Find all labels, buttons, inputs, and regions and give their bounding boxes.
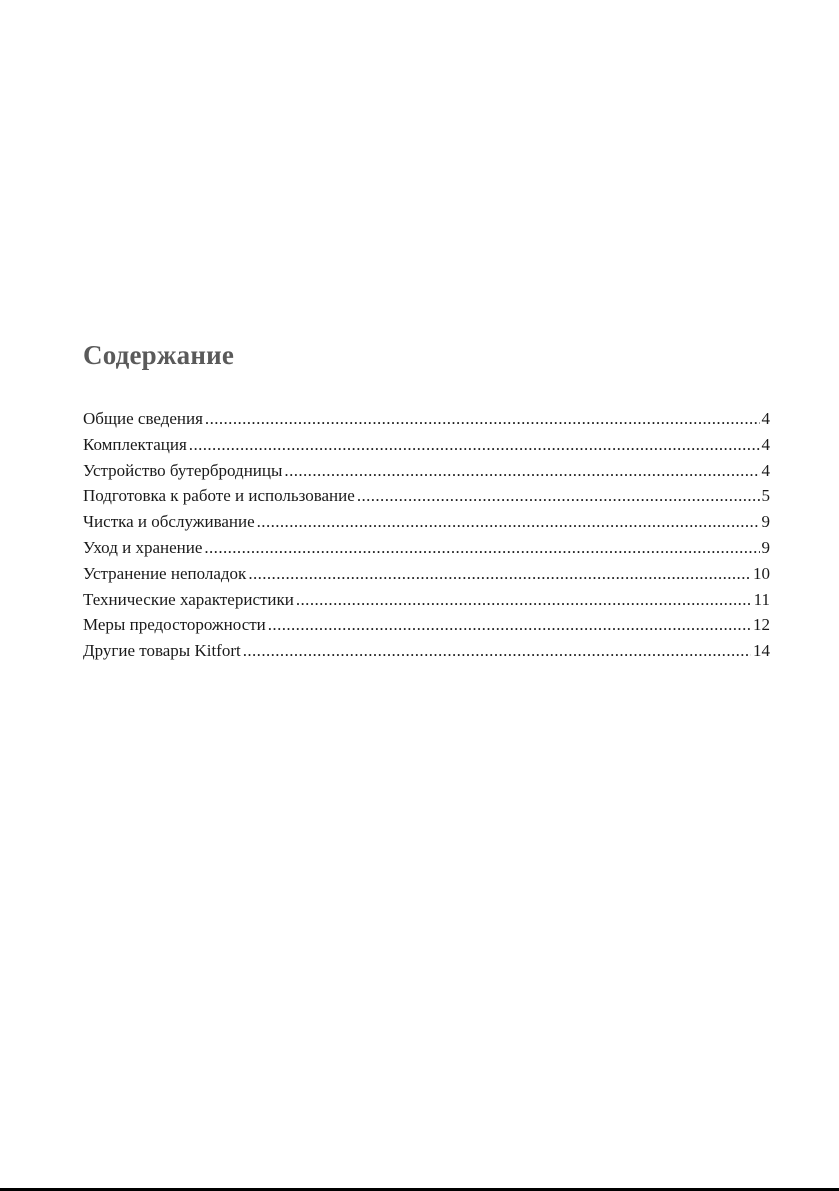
toc-entry-page: 4 [761,409,770,428]
toc-entry-label: Подготовка к работе и использование [83,486,355,506]
dot-leader [204,535,759,561]
toc-entry-label: Устройство бутербродницы [83,460,283,480]
toc-entry[interactable] [83,587,770,613]
table-of-contents [83,406,770,664]
toc-entry-label: Меры предосторожности [83,615,266,635]
dot-leader [268,612,751,638]
toc-entry-page: 4 [761,460,770,480]
toc-entry-page: 9 [761,512,770,532]
dot-leader [189,432,760,458]
toc-entry-label: Уход и хранение [83,537,203,557]
toc-entry-page: 9 [761,537,770,557]
toc-entry-page: 10 [753,563,770,583]
dot-leader [357,483,760,509]
toc-entry-label: Общие сведения [83,409,203,428]
toc-entry-label: Устранение неполадок [83,563,247,583]
toc-entry[interactable] [83,483,770,509]
dot-leader [248,561,751,587]
page-title: Содержание [83,340,235,370]
dot-leader [284,458,759,484]
toc-entry[interactable] [83,509,770,535]
dot-leader [243,638,751,664]
toc-entry[interactable] [83,561,770,587]
toc-entry-label: Технические характеристики [83,589,294,609]
toc-entry-page: 4 [761,434,770,454]
toc-entry-page: 14 [753,641,770,661]
dot-leader [205,406,760,432]
toc-entry[interactable] [83,432,770,458]
toc-entry-page: 12 [753,615,770,635]
toc-entry-label: Чистка и обслуживание [83,512,255,532]
toc-entry-page: 5 [761,486,770,506]
dot-leader [257,509,760,535]
toc-entry-page: 11 [753,589,770,609]
toc-entry[interactable] [83,638,770,664]
toc-entry[interactable] [83,406,770,432]
toc-entry-label: Другие товары Kitfort [83,641,241,661]
toc-entry-label: Комплектация [83,434,187,454]
dot-leader [296,587,752,613]
toc-entry[interactable] [83,458,770,484]
toc-entry[interactable] [83,535,770,561]
toc-entry[interactable] [83,612,770,638]
